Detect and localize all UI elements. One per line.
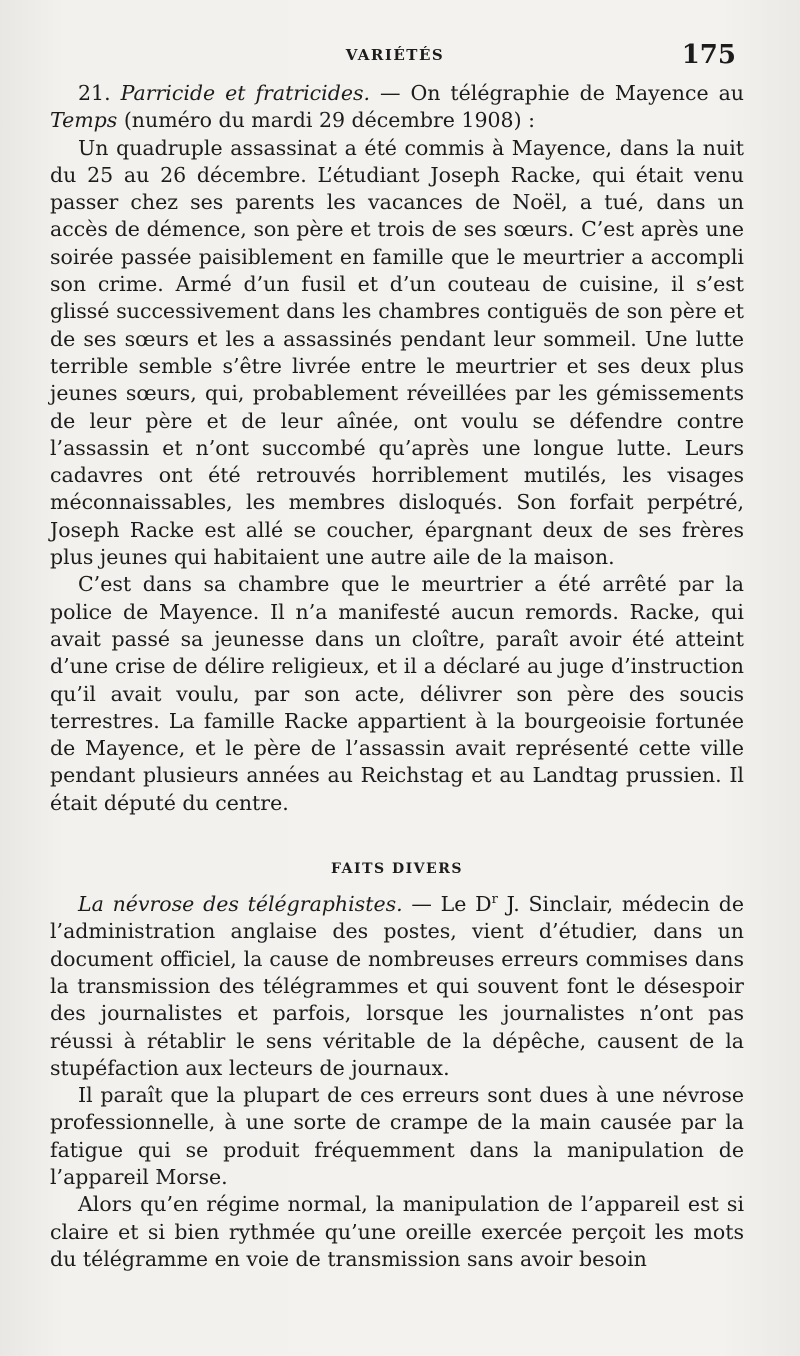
article-title: Parricide et fratricides. xyxy=(120,81,370,105)
superscript: r xyxy=(491,892,498,908)
article-number: 21. xyxy=(78,81,111,105)
section-heading: FAITS DIVERS xyxy=(331,861,463,878)
running-head xyxy=(50,40,740,70)
article-intro-part: — On télégraphie de Mayence au xyxy=(370,81,744,105)
page-body xyxy=(50,80,744,1273)
article-nevrose-paragraph: Alors qu’en régime normal, la manipulation de l’appareil est si claire et si bien rythmée qu’une oreille exercée perçoit les mots du télégramme en voie de transmission sans avoir besoin xyxy=(50,1192,744,1271)
article-parricide-paragraph: Un quadruple assassinat a été commis à Mayence, dans la nuit du 25 au 26 décembre. L’étudiant Joseph Racke, qui était venu passer chez ses parents les vacances de Noël, a tué, dans un accès de démence, son père et trois de ses sœurs. C’est après une soirée passée paisiblement en famille que le meurtrier a accompli son crime. Armé d’un fusil et d’un couteau de cuisine, il s’est glissé successivement dans les chambres contiguës de son père et de ses sœurs et les a assassinés pendant leur sommeil. Une lutte terrible semble s’être livrée entre le meurtrier et ses deux plus jeunes sœurs, qui, probablement réveillées par les gémissements de leur père et de leur aînée, ont voulu se défendre contre l’assassin et n’ont succombé qu’après une longue lutte. Leurs cadavres ont été retrouvés horriblement mutilés, les visages méconnaissables, les membres disloqués. Son forfait perpétré, Joseph Racke est allé se coucher, épargnant deux de ses frères plus jeunes qui habitaient une autre aile de la maison. xyxy=(50,135,744,570)
article-nevrose-paragraph: Il paraît que la plupart de ces erreurs sont dues à une névrose professionnelle, à une sorte de crampe de la main causée par la fatigue qui se produit fréquemment dans la manipulation de l’appareil Morse. xyxy=(50,1083,744,1189)
article-title: La névrose des télégraphistes. xyxy=(78,892,403,917)
article-parricide-paragraph: C’est dans sa chambre que le meurtrier a été arrêté par la police de Mayence. Il n’a manifesté aucun remords. Racke, qui avait passé sa jeunesse dans un cloître, paraît avoir été atteint d’une crise de délire religieux, et il a déclaré au juge d’instruction qu’il avait voulu, par son acte, délivrer son père des soucis terrestres. La famille Racke appartient à la bourgeoisie fortunée de Mayence, et le père de l’assassin avait représenté cette ville pendant plusieurs années au Reichstag et au Landtag prussien. Il était député du centre. xyxy=(50,572,744,815)
article-nevrose-intro xyxy=(50,891,744,1082)
page-number: 175 xyxy=(681,40,736,70)
article-intro-part: J. Sinclair, médecin de l’administration anglaise des postes, vient d’étudier, dans un document officiel, la cause de nombreuses erreurs commises dans la transmission des télégrammes et qui souvent font le désespoir des journalistes et parfois, lorsque les journalistes n’ont pas réussi à rétablir le sens véritable de la dépêche, causent de la stupéfaction aux lecteurs de journaux. xyxy=(50,892,744,1080)
article-intro-part: (numéro du mardi 29 décembre 1908) : xyxy=(117,108,536,133)
article-intro-part: — Le D xyxy=(402,892,492,917)
running-title: VARIÉTÉS xyxy=(345,46,445,64)
newspaper-name: Temps xyxy=(50,108,118,133)
article-parricide-intro xyxy=(50,80,744,135)
